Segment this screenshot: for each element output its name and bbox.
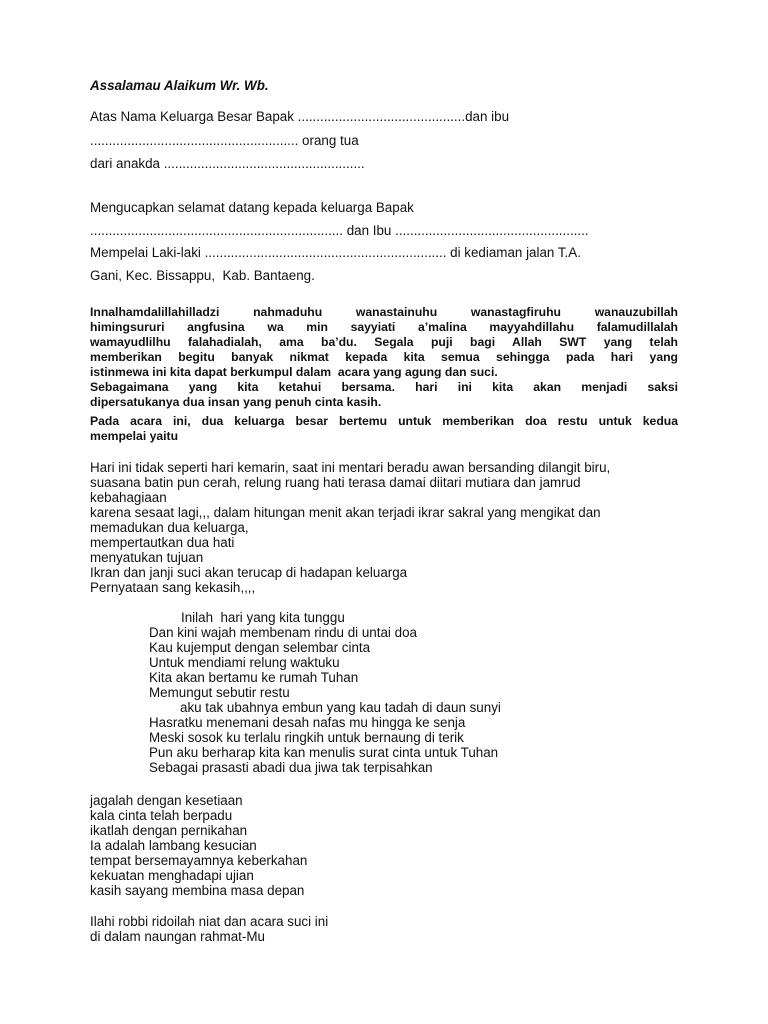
opening-line: Innalhamdalillahilladzi nahmaduhu wanastainuhu wanastagfiruhu wanauzubillah <box>90 305 678 319</box>
prose-line: kebahagiaan <box>90 490 167 505</box>
verse-line: kala cinta telah berpadu <box>90 808 233 823</box>
poem-line: Kau kujemput dengan selembar cinta <box>149 640 371 655</box>
welcome-line: Mengucapkan selamat datang kepada keluarga Bapak <box>90 200 414 215</box>
opening-line: wamayudlilhu falahadialah, ama ba’du. Segala puji bagi Allah SWT yang telah <box>90 335 678 349</box>
prayer-line: Ilahi robbi ridoilah niat dan acara suci ini <box>90 914 329 929</box>
poem-line: Hasratku menemani desah nafas mu hingga ke senja <box>149 715 466 730</box>
prose-line: Pernyataan sang kekasih,,,, <box>90 580 256 595</box>
poem-line: Inilah hari yang kita tunggu <box>181 610 345 625</box>
opening-line: istinmewa ini kita dapat berkumpul dalam acara yang agung dan suci. <box>90 365 498 379</box>
verse-line: kekuatan menghadapi ujian <box>90 868 254 883</box>
opening-line: himingsururi angfusina wa min sayyiati a’malina mayyahdillahu falamudillalah <box>90 320 678 334</box>
witness-line: dipersatukanya dua insan yang penuh cinta kasih. <box>90 395 382 409</box>
poem-line: Memungut sebutir restu <box>149 685 290 700</box>
intro-line: Atas Nama Keluarga Besar Bapak .............................................dan ibu <box>90 109 510 124</box>
prose-line: Ikran dan janji suci akan terucap di hadapan keluarga <box>90 565 408 580</box>
poem-line: Pun aku berharap kita kan menulis surat cinta untuk Tuhan <box>149 745 499 760</box>
verse-line: ikatlah dengan pernikahan <box>90 823 248 838</box>
welcome-line: Mempelai Laki-laki ................................................................. di kediaman jalan T.A. <box>90 245 581 260</box>
verse-line: tempat bersemayamnya keberkahan <box>90 853 308 868</box>
families-line: Pada acara ini, dua keluarga besar bertemu untuk memberikan doa restu untuk kedua <box>90 414 678 428</box>
prose-line: mempertautkan dua hati <box>90 535 235 550</box>
poem-line: Untuk mendiami relung waktuku <box>149 655 340 670</box>
welcome-line: .................................................................... dan Ibu .................................................... <box>90 223 589 238</box>
poem-line: Meski sosok ku terlalu ringkih untuk bernaung di terik <box>149 730 464 745</box>
prose-line: suasana batin pun cerah, relung ruang hati terasa damai diitari mutiara dan jamrud <box>90 475 581 490</box>
intro-line: ........................................................ orang tua <box>90 133 359 148</box>
prose-line: karena sesaat lagi,,, dalam hitungan menit akan terjadi ikrar sakral yang mengikat dan <box>90 505 601 520</box>
prose-line: Hari ini tidak seperti hari kemarin, saat ini mentari beradu awan bersanding dilangit biru, <box>90 460 611 475</box>
prayer-line: di dalam naungan rahmat-Mu <box>90 929 265 944</box>
poem-line: aku tak ubahnya embun yang kau tadah di daun sunyi <box>180 700 501 715</box>
prose-line: memadukan dua keluarga, <box>90 520 249 535</box>
poem-line: Dan kini wajah membenam rindu di untai doa <box>149 625 417 640</box>
prose-line: menyatukan tujuan <box>90 550 204 565</box>
welcome-line: Gani, Kec. Bissappu, Kab. Bantaeng. <box>90 268 315 283</box>
opening-line: memberikan begitu banyak nikmat kepada kita semua sehingga pada hari yang <box>90 350 678 364</box>
families-line: mempelai yaitu <box>90 429 179 443</box>
poem-line: Sebagai prasasti abadi dua jiwa tak terpisahkan <box>149 760 433 775</box>
intro-line: dari anakda ...................................................... <box>90 156 365 171</box>
greeting-heading: Assalamau Alaikum Wr. Wb. <box>90 78 269 93</box>
verse-line: Ia adalah lambang kesucian <box>90 838 257 853</box>
verse-line: jagalah dengan kesetiaan <box>90 793 243 808</box>
verse-line: kasih sayang membina masa depan <box>90 883 305 898</box>
poem-line: Kita akan bertamu ke rumah Tuhan <box>149 670 359 685</box>
witness-line: Sebagaimana yang kita ketahui bersama. hari ini kita akan menjadi saksi <box>90 380 678 394</box>
